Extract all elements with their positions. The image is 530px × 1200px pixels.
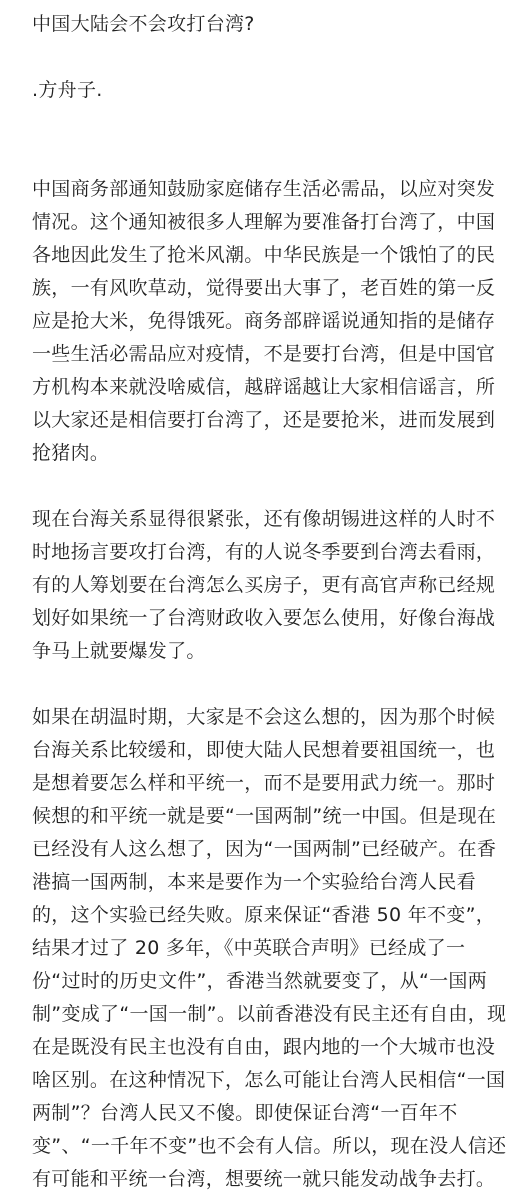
article-paragraph-1: 中国商务部通知鼓励家庭储存生活必需品，以应对突发情况。这个通知被很多人理解为要准备打台湾了，中国各地因此发生了抢米风潮。中华民族是一个饿怕了的民族，一有风吹草动，觉得要出大事了，老百姓的第一反应是抢大米，免得饿死。商务部辟谣说通知指的是储存一些生活必需品应对疫情，不是要打台湾，但是中国官方机构本来就没啥威信，越辟谣越让大家相信谣言，所以大家还是相信要打台湾了，还是要抢米，进而发展到抢猪肉。 — [32, 178, 496, 464]
article-title: 中国大陆会不会攻打台湾? — [32, 13, 255, 35]
spacer — [32, 107, 510, 173]
paragraph-spacer — [32, 470, 510, 503]
article-author: .方舟子. — [32, 79, 103, 101]
paragraph-spacer — [32, 668, 510, 701]
article-paragraph-2: 现在台海关系显得很紧张，还有像胡锡进这样的人时不时地扬言要攻打台湾，有的人说冬季要到台湾去看雨，有的人筹划要在台湾怎么买房子，更有高官声称已经规划好如果统一了台湾财政收入要怎么使用，好像台海战争马上就要爆发了。 — [32, 508, 496, 662]
article-paragraph-3: 如果在胡温时期，大家是不会这么想的，因为那个时候台海关系比较缓和，即使大陆人民想着要祖国统一，也是想着要怎么样和平统一，而不是要用武力统一。那时候想的和平统一就是要“一国两制”统一中国。但是现在已经没有人这么想了，因为“一国两制”已经破产。在香港搞一国两制，本来是要作为一个实验给台湾人民看的，这个实验已经失败。原来保证“香港 50 年不变”，结果才过了 20 多年，《中英联合声明》已经成了一份“过时的历史文件”，香港当然就要变了，从“一国两制”变成了“一国一制”。以前香港没有民主还有自由，现在是既没有民主也没有自由，跟内地的一个大城市也没啥区别。在这种情况下，怎么可能让台湾人民相信“一国两制”？台湾人民又不傻。即使保证台湾“一百年不变”、“一千年不变”也不会有人信。所以，现在没人信还有可能和平统一台湾，想要统一就只能发动战争去打。 — [32, 706, 507, 1190]
